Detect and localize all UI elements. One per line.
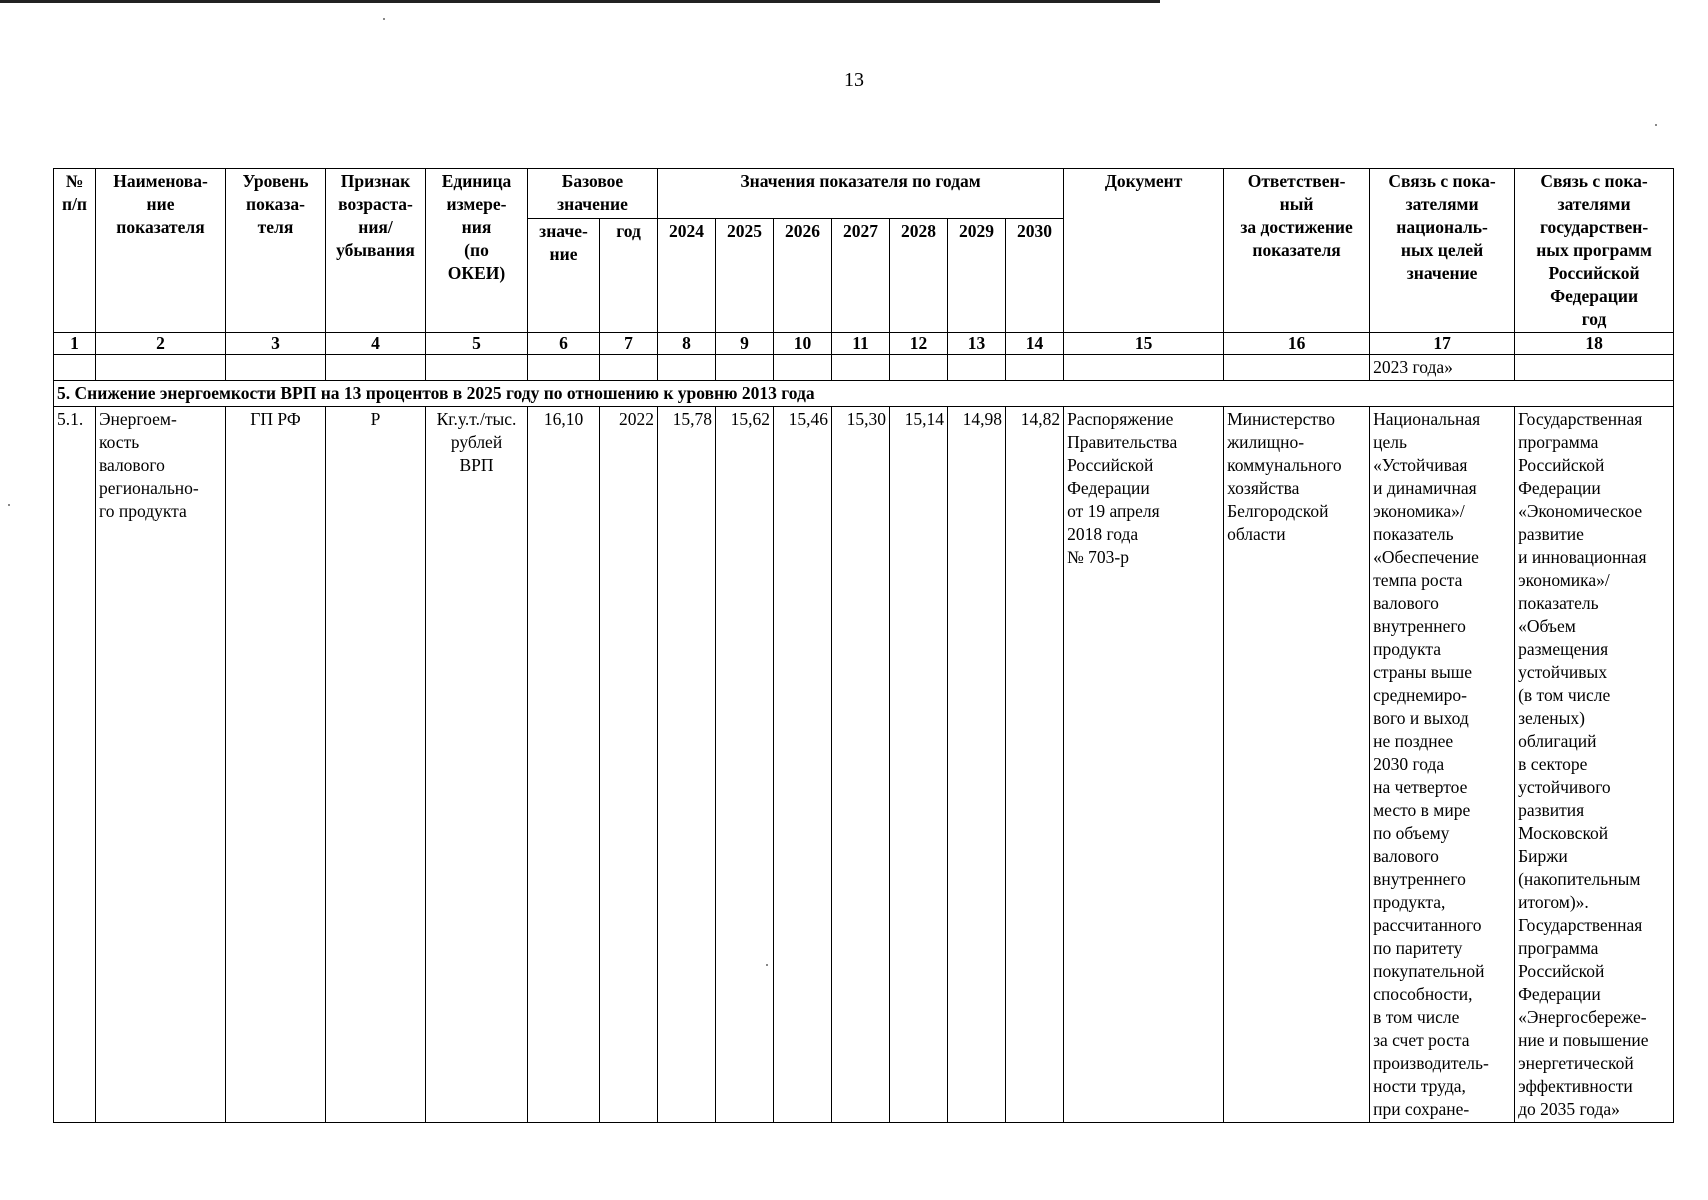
section-title: 5. Снижение энергоемкости ВРП на 13 процентов в 2025 году по отношению к уровню 2013 года <box>54 381 1674 407</box>
column-number: 12 <box>890 333 948 355</box>
header-national-goals: Связь с пока- зателями националь- ных целей значение <box>1370 169 1515 333</box>
row-base-value: 16,10 <box>528 407 600 1123</box>
column-number: 10 <box>774 333 832 355</box>
scan-speck <box>766 964 768 966</box>
column-number: 4 <box>326 333 426 355</box>
row-value-2027: 15,30 <box>832 407 890 1123</box>
column-number: 1 <box>54 333 96 355</box>
header-indicator-name: Наименова- ние показателя <box>96 169 226 333</box>
row-value-2028: 15,14 <box>890 407 948 1123</box>
column-number: 3 <box>226 333 326 355</box>
column-number: 5 <box>426 333 528 355</box>
column-number: 8 <box>658 333 716 355</box>
scan-speck <box>383 18 385 20</box>
header-number: № п/п <box>54 169 96 333</box>
row-indicator-level: ГП РФ <box>226 407 326 1123</box>
header-year-2025: 2025 <box>716 219 774 333</box>
scan-speck <box>8 504 10 506</box>
header-row-1 <box>54 169 1674 219</box>
row-value-2025: 15,62 <box>716 407 774 1123</box>
row-indicator-name: Энергоем- кость валового регионально- го продукта <box>96 407 226 1123</box>
row-gov-programs: Государственная программа Российской Федерации «Экономическое развитие и инновационная экономика»/ показатель «Объем размещения устойчивых (в том числе зеленых) облигаций в секторе устойчивого развития Московской Биржи (накопительным итогом)». Государственная программа Российской Федерации «Энергосбереже- ние и повышение энергетической эффективности до 2035 года» <box>1515 407 1674 1123</box>
header-year-2028: 2028 <box>890 219 948 333</box>
row-base-year: 2022 <box>600 407 658 1123</box>
row-document: Распоряжение Правительства Российской Федерации от 19 апреля 2018 года № 703-р <box>1064 407 1224 1123</box>
column-number: 9 <box>716 333 774 355</box>
page-number: 13 <box>844 69 864 91</box>
header-base-value: значе- ние <box>528 219 600 333</box>
column-number: 11 <box>832 333 890 355</box>
header-responsible: Ответствен- ный за достижение показателя <box>1224 169 1370 333</box>
column-number: 6 <box>528 333 600 355</box>
column-number: 16 <box>1224 333 1370 355</box>
column-numbers-row <box>54 333 1674 355</box>
continuation-row <box>54 355 1674 381</box>
indicators-table <box>53 168 1674 1123</box>
row-responsible: Министерство жилищно- коммунального хозяйства Белгородской области <box>1224 407 1370 1123</box>
column-number: 17 <box>1370 333 1515 355</box>
section-row <box>54 381 1674 407</box>
row-national-goals: Национальная цель «Устойчивая и динамичная экономика»/ показатель «Обеспечение темпа роста валового внутреннего продукта страны выше среднемиро- вого и выход не позднее 2030 года на четвертое место в мире по объему валового внутреннего продукта, рассчитанного по паритету покупательной способности, в том числе за счет роста производитель- ности труда, при сохране- <box>1370 407 1515 1123</box>
row-value-2024: 15,78 <box>658 407 716 1123</box>
header-years-group: Значения показателя по годам <box>658 169 1064 219</box>
row-value-2026: 15,46 <box>774 407 832 1123</box>
column-number: 2 <box>96 333 226 355</box>
header-unit: Единица измере- ния (по ОКЕИ) <box>426 169 528 333</box>
header-year-2026: 2026 <box>774 219 832 333</box>
row-value-2029: 14,98 <box>948 407 1006 1123</box>
header-year-2024: 2024 <box>658 219 716 333</box>
header-gov-programs: Связь с пока- зателями государствен- ных программ Российской Федерации год <box>1515 169 1674 333</box>
header-year-2027: 2027 <box>832 219 890 333</box>
header-indicator-level: Уровень показа- теля <box>226 169 326 333</box>
table-row <box>54 407 1674 1123</box>
continuation-cell: 2023 года» <box>1370 355 1515 381</box>
row-value-2030: 14,82 <box>1006 407 1064 1123</box>
column-number: 14 <box>1006 333 1064 355</box>
column-number: 18 <box>1515 333 1674 355</box>
header-year-2030: 2030 <box>1006 219 1064 333</box>
column-number: 13 <box>948 333 1006 355</box>
row-number: 5.1. <box>54 407 96 1123</box>
header-trend-sign: Признак возраста- ния/ убывания <box>326 169 426 333</box>
column-number: 15 <box>1064 333 1224 355</box>
top-rule <box>0 0 1160 3</box>
header-base-value-group: Базовое значение <box>528 169 658 219</box>
column-number: 7 <box>600 333 658 355</box>
header-base-year: год <box>600 219 658 333</box>
row-unit: Кг.у.т./тыс. рублей ВРП <box>426 407 528 1123</box>
header-year-2029: 2029 <box>948 219 1006 333</box>
scan-speck <box>1655 124 1657 126</box>
row-trend-sign: Р <box>326 407 426 1123</box>
header-document: Документ <box>1064 169 1224 333</box>
